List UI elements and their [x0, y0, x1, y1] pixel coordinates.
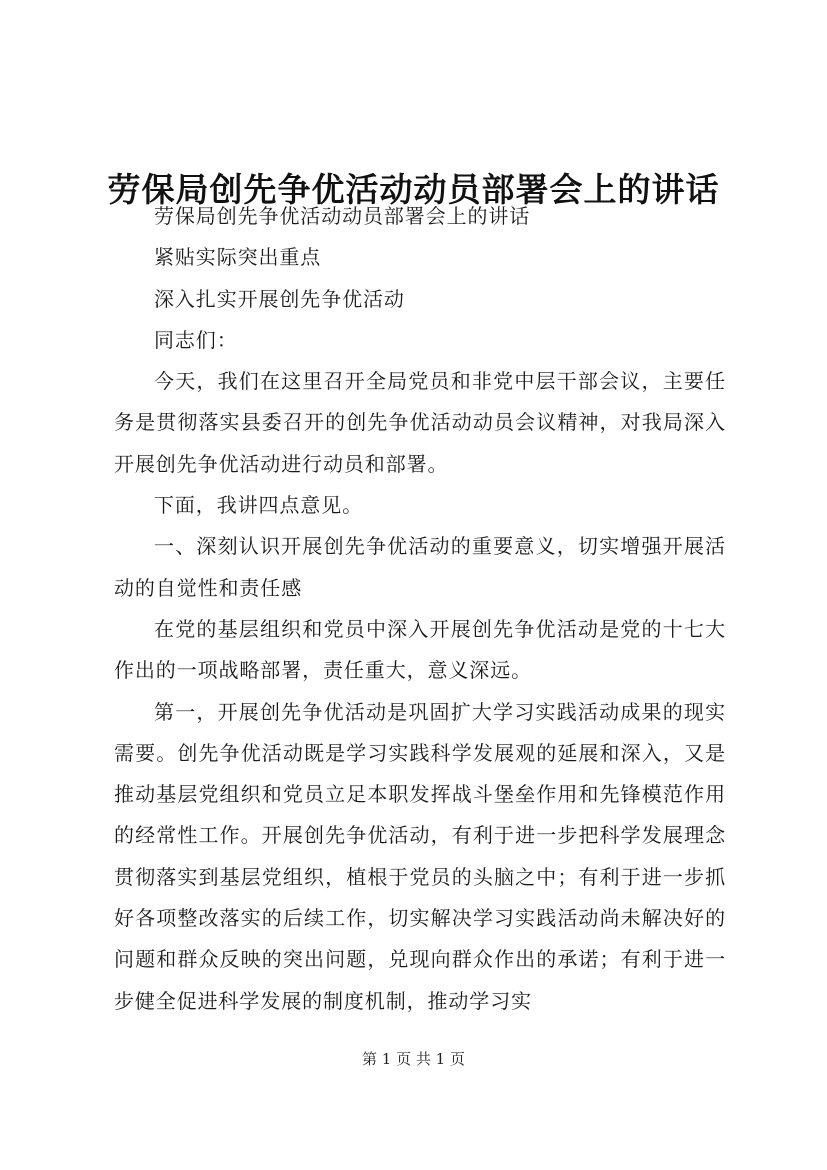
- paragraph-heading-1: 紧贴实际突出重点: [154, 245, 322, 270]
- paragraph-transition: 下面，我讲四点意见。: [154, 493, 363, 518]
- paragraph-body-2: 第一，开展创先争优活动是巩固扩大学习实践活动成果的现实需要。创先争优活动既是学习实践科学发展观的延展和深入，又是推动基层党组织和党员立足本职发挥战斗堡垒作用和先锋模范作用的经常性工作。开展创先争优活动，有利于进一步把科学发展理念贯彻落实到基层党组织，植根于党员的头脑之中；有利于进一步抓好各项整改落实的后续工作，切实解决学习实践活动尚未解决好的问题和群众反映的突出问题，兑现向群众作出的承诺；有利于进一步健全促进科学发展的制度机制，推动学习实: [114, 699, 726, 1013]
- paragraph-salutation: 同志们：: [154, 327, 238, 352]
- document-title: 劳保局创先争优活动动员部署会上的讲话: [107, 170, 720, 210]
- paragraph-body-1: 在党的基层组织和党员中深入开展创先争优活动是党的十七大作出的一项战略部署，责任重大，意义深远。: [114, 616, 726, 683]
- paragraph-intro: 今天，我们在这里召开全局党员和非党中层干部会议，主要任务是贯彻落实县委召开的创先争优活动动员会议精神，对我局深入开展创先争优活动进行动员和部署。: [114, 369, 726, 476]
- paragraph-heading-2: 深入扎实开展创先争优活动: [154, 286, 405, 311]
- paragraph-section-heading: 一、深刻认识开展创先争优活动的重要意义，切实增强开展活动的自觉性和责任感: [114, 534, 726, 600]
- page-footer: 第 1 页 共 1 页: [362, 1050, 465, 1068]
- document-body: [114, 196, 726, 1022]
- paragraph-subtitle: 劳保局创先争优活动动员部署会上的讲话: [154, 204, 531, 228]
